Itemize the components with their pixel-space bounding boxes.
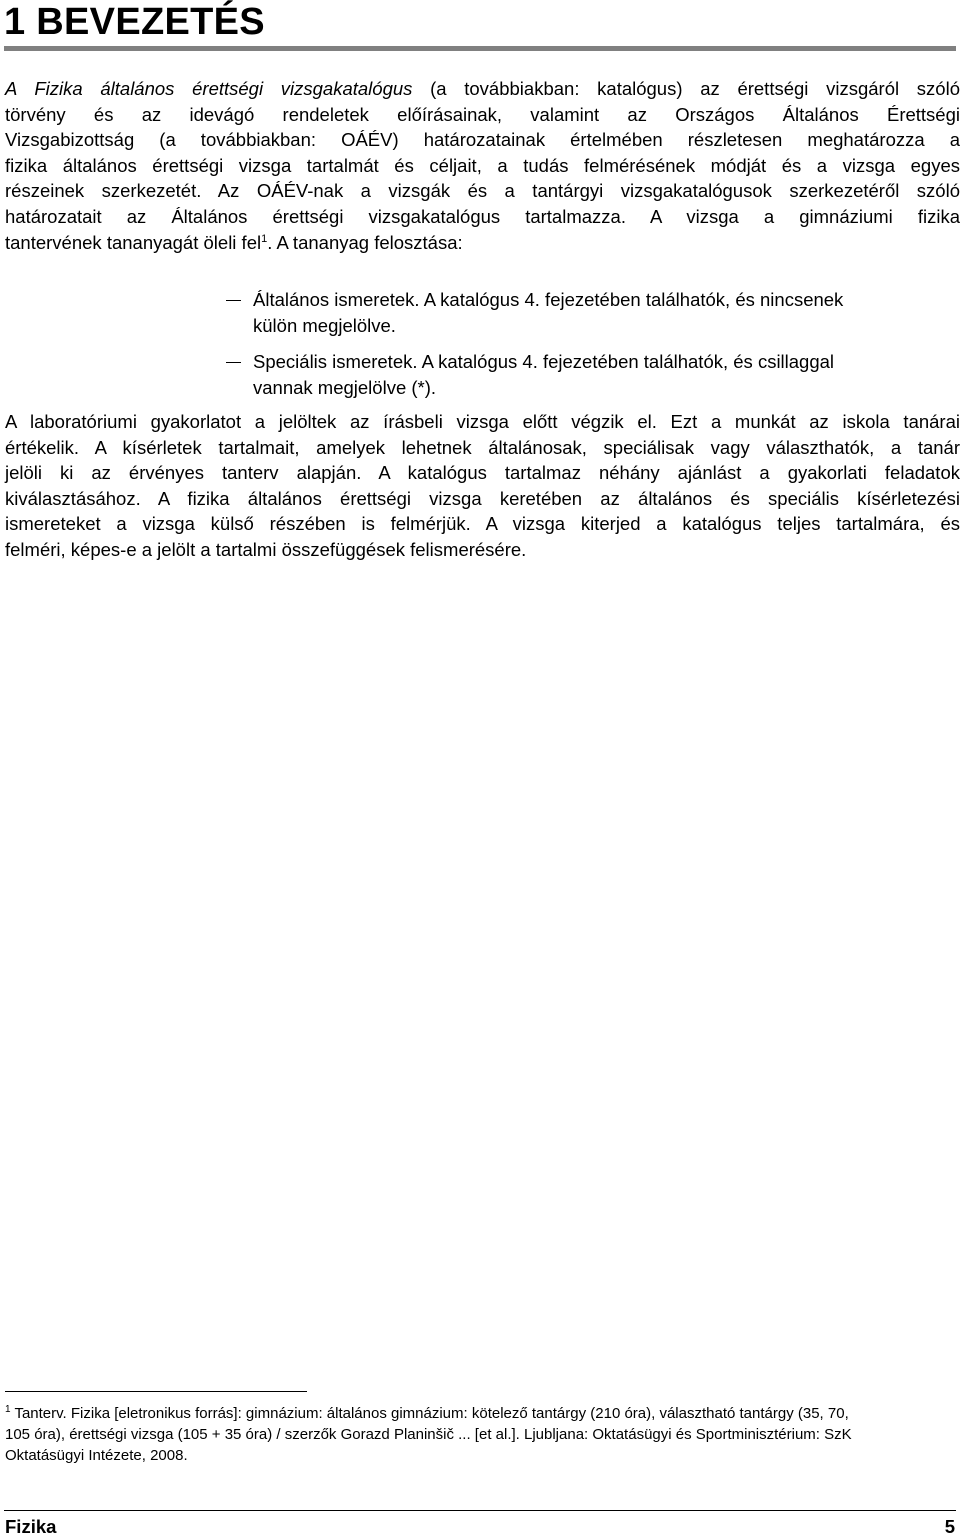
para1-line-6: határozatait az Általános érettségi vizsgakatalógus tartalmazza. A vizsga a gimnáziumi fizika — [5, 205, 960, 227]
para2-line-1: A laboratóriumi gyakorlatot a jelöltek az írásbeli vizsga előtt végzik el. Ezt a munkát az iskola tanárai — [5, 411, 960, 432]
para1-line-1-rest: (a továbbiakban: katalógus) az érettségi vizsgáról szóló — [412, 78, 960, 99]
para1-line-2: törvény és az idevágó rendeletek előírásainak, valamint az Országos Általános Érettségi — [5, 103, 960, 125]
para2-line-5: ismereteket a vizsga külső részében is felmérjük. A vizsga kiterjed a katalógus teljes tartalmára, és — [5, 513, 960, 535]
para1-line-7-b: . A tananyag felosztása: — [267, 231, 463, 253]
footer-separator — [4, 1510, 956, 1511]
para1-line-7 — [5, 230, 960, 256]
footnote-line-3: Oktatásügyi Intézete, 2008. — [5, 1447, 188, 1464]
footnote-line-2: 105 óra), érettségi vizsga (105 + 35 óra) / szerzők Gorazd Planinšič ... [et al.]. Ljubljana: Oktatásügyi és Sportminisztérium: SzK — [5, 1426, 852, 1443]
content-division-list — [0, 287, 960, 411]
para1-line-5: részeinek szerkezetét. Az OÁÉV-nak a vizsgák és a tantárgyi vizsgakatalógusok szerkezetéről szóló — [5, 180, 960, 202]
para2-line-6: felméri, képes-e a jelölt a tartalmi összefüggések felismerésére. — [5, 538, 527, 560]
dash-bullet-icon — [226, 300, 241, 301]
intro-paragraph — [5, 76, 960, 255]
footnote-separator — [5, 1391, 307, 1392]
footnote-reference[interactable]: 1 — [261, 232, 268, 245]
footnote — [5, 1403, 953, 1466]
dash-bullet-icon — [226, 362, 241, 363]
para1-line-4: fizika általános érettségi vizsga tartalmát és céljait, a tudás felmérésének módját és a vizsga egyes — [5, 154, 960, 176]
list-item-line-2: vannak megjelölve (*). — [253, 376, 437, 398]
para2-line-3: jelöli ki az érvényes tanterv alapján. A katalógus tartalmaz néhány ajánlást a gyakorlati feladatok — [5, 462, 960, 484]
footer-subject: Fizika — [5, 1516, 57, 1537]
catalogue-title: A Fizika általános érettségi vizsgakatalógus — [5, 78, 413, 99]
para2-line-4: kiválasztásához. A fizika általános érettségi vizsga keretében az általános és speciális kísérletezési — [5, 487, 960, 509]
footnote-line-1 — [5, 1403, 953, 1424]
para1-line-3: Vizsgabizottság (a továbbiakban: OÁÉV) határozatainak értelmében részletesen meghatározza a — [5, 129, 960, 151]
list-item-line-1: Speciális ismeretek. A katalógus 4. fejezetében találhatók, és csillaggal — [253, 351, 835, 373]
list-item-line-2: külön megjelölve. — [253, 314, 396, 336]
para2-line-2: értékelik. A kísérletek tartalmait, amelyek lehetnek általánosak, speciálisak vagy választhatók, a tanár — [5, 436, 960, 458]
footnote-line-1-text: Tanterv. Fizika [eletronikus forrás]: gimnázium: általános gimnázium: kötelező tantárgy (210 óra), választható tantárgy (35, 70, — [10, 1405, 849, 1422]
list-item-line-1: Általános ismeretek. A katalógus 4. fejezetében találhatók, és nincsenek — [253, 289, 844, 310]
para1-line-1 — [5, 76, 960, 102]
list-item — [0, 349, 960, 400]
heading-underline — [4, 46, 956, 51]
chapter-heading: 1 BEVEZETÉS — [4, 1, 265, 43]
page-number: 5 — [944, 1516, 955, 1537]
footnote-marker: 1 — [5, 1404, 11, 1415]
para1-line-7-a: tantervének tananyagát öleli fel — [5, 231, 262, 253]
list-item — [0, 287, 960, 338]
laboratory-paragraph — [5, 409, 960, 563]
